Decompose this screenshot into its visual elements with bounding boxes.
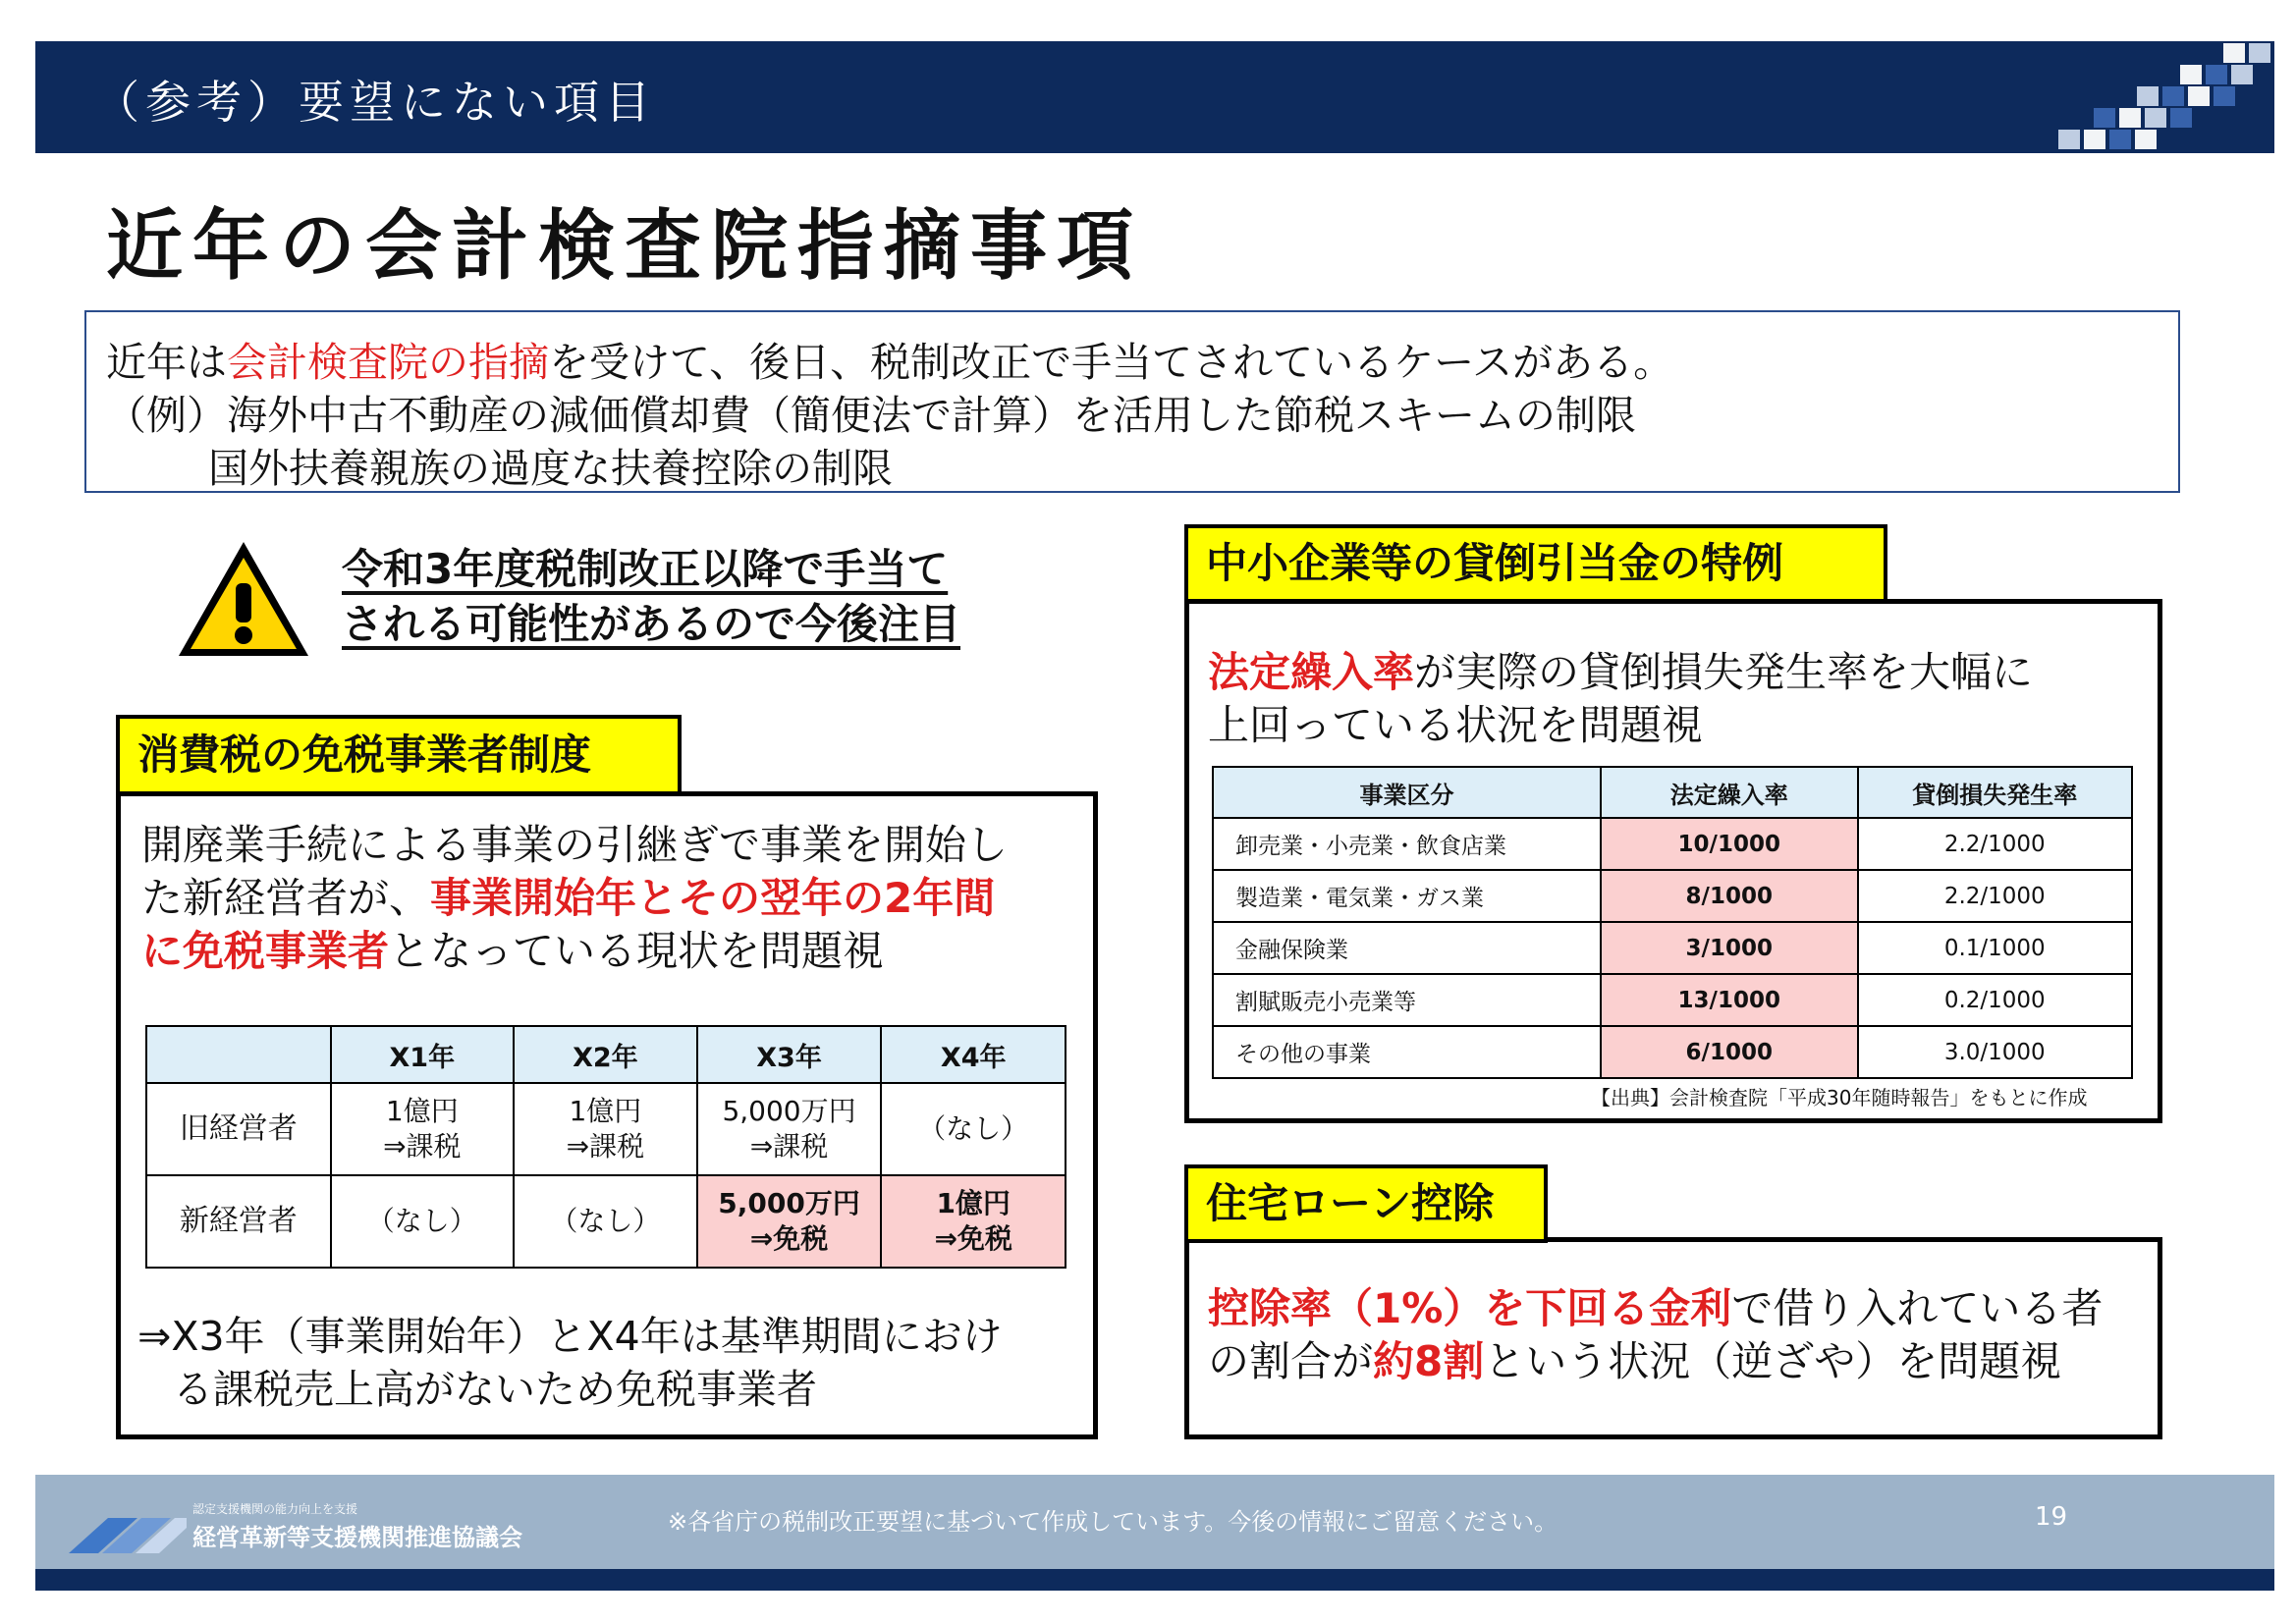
cell-amount: 1億円 — [385, 1095, 459, 1127]
housing-loan-tag: 住宅ローン控除 — [1184, 1164, 1548, 1243]
cell-value: （なし） — [366, 1205, 477, 1237]
consumption-desc-line-3 — [141, 925, 1008, 978]
warning-icon — [175, 538, 312, 660]
warning-line-1: 令和3年度税制改正以降で手当て — [342, 545, 949, 593]
category-cell: 割賦販売小売業等 — [1213, 974, 1601, 1026]
page-number: 19 — [2035, 1502, 2068, 1532]
table-header-cell: 事業区分 — [1213, 767, 1601, 818]
loss-rate-cell: 3.0/1000 — [1858, 1026, 2132, 1078]
cell-amount: 1億円 — [569, 1095, 642, 1127]
table-row — [1213, 818, 2132, 870]
table-row — [1213, 870, 2132, 922]
cell-status: ⇒免税 — [749, 1222, 829, 1255]
intro-line-1-pre: 近年は — [106, 339, 227, 386]
loss-rate-cell: 2.2/1000 — [1858, 870, 2132, 922]
category-cell: その他の事業 — [1213, 1026, 1601, 1078]
bad-debt-desc-line-1-post: が実際の貸倒損失発生率を大幅に — [1414, 648, 2034, 696]
row-label-old-owner: 旧経営者 — [146, 1083, 331, 1175]
section-label: （参考）要望にない項目 — [94, 76, 656, 129]
table-row — [146, 1083, 1066, 1175]
table-row — [146, 1175, 1066, 1268]
statutory-rate-cell: 6/1000 — [1601, 1026, 1858, 1078]
intro-line-1 — [106, 330, 1673, 388]
table-cell — [881, 1083, 1066, 1175]
consumption-desc-highlight-2: に免税事業者 — [141, 927, 390, 975]
consumption-desc-line-3-post: となっている現状を問題視 — [389, 927, 885, 975]
checker-pattern-decoration — [2049, 41, 2274, 153]
table-row — [1213, 922, 2132, 974]
cell-value: （なし） — [918, 1112, 1029, 1145]
intro-line-2: （例）海外中古不動産の減価償却費（簡便法で計算）を活用した節税スキームの制限 — [106, 392, 1636, 439]
statutory-rate-cell: 10/1000 — [1601, 818, 1858, 870]
organization-logo-icon — [69, 1498, 187, 1553]
loss-rate-cell: 2.2/1000 — [1858, 818, 2132, 870]
table-row — [1213, 974, 2132, 1026]
consumption-tax-tag: 消費税の免税事業者制度 — [116, 715, 682, 795]
consumption-tax-description — [141, 819, 1008, 978]
table-header-cell: X2年 — [514, 1026, 697, 1083]
consumption-tax-note — [137, 1310, 1003, 1416]
table-header-cell: X3年 — [697, 1026, 882, 1083]
table-header-cell: 貸倒損失発生率 — [1858, 767, 2132, 818]
table-cell — [514, 1083, 697, 1175]
table-cell-highlight — [881, 1175, 1066, 1268]
cell-status: ⇒課税 — [566, 1130, 645, 1163]
table-header-row — [1213, 767, 2132, 818]
table-cell — [331, 1083, 515, 1175]
bad-debt-desc-line-1 — [1208, 646, 2033, 699]
statutory-rate-cell: 3/1000 — [1601, 922, 1858, 974]
cell-status: ⇒課税 — [383, 1130, 462, 1163]
cell-amount: 1億円 — [936, 1187, 1011, 1219]
table-cell — [697, 1083, 882, 1175]
warning-line-2: される可能性があるので今後注目 — [342, 600, 961, 648]
page-title: 近年の会計検査院指摘事項 — [106, 202, 1144, 291]
cell-value: （なし） — [550, 1205, 661, 1237]
row-label-new-owner: 新経営者 — [146, 1175, 331, 1268]
footer-note: ※各省庁の税制改正要望に基づいて作成しています。今後の情報にご留意ください。 — [668, 1508, 1558, 1536]
housing-desc-line-1 — [1208, 1282, 2103, 1335]
bad-debt-tag: 中小企業等の貸倒引当金の特例 — [1184, 524, 1887, 603]
tax-exemption-table — [145, 1025, 1066, 1269]
housing-highlight-1: 控除率（1%）を下回る金利 — [1208, 1284, 1732, 1332]
statutory-rate-cell: 13/1000 — [1601, 974, 1858, 1026]
cell-status: ⇒課税 — [749, 1130, 829, 1163]
consumption-desc-line-2-pre: た新経営者が、 — [141, 874, 431, 922]
consumption-desc-highlight-1: 事業開始年とその翌年の2年間 — [430, 874, 996, 922]
intro-line-3: 国外扶養親族の過度な扶養控除の制限 — [208, 445, 893, 492]
table-cell — [331, 1175, 515, 1268]
housing-desc-line-1-post: で借り入れている者 — [1731, 1284, 2104, 1332]
table-header-cell: 法定繰入率 — [1601, 767, 1858, 818]
housing-loan-description — [1208, 1282, 2103, 1388]
bad-debt-desc-line-2: 上回っている状況を問題視 — [1208, 701, 1704, 749]
table-cell — [514, 1175, 697, 1268]
table-cell-highlight — [697, 1175, 882, 1268]
bad-debt-rate-table — [1212, 766, 2133, 1079]
consumption-desc-line-2 — [141, 872, 1008, 925]
table-header-cell: X4年 — [881, 1026, 1066, 1083]
intro-line-1-post: を受けて、後日、税制改正で手当てされているケースがある。 — [549, 339, 1674, 386]
warning-text — [342, 542, 960, 652]
table-header-cell: X1年 — [331, 1026, 515, 1083]
cell-status: ⇒免税 — [934, 1222, 1012, 1255]
footer-bottom-bar — [35, 1569, 2274, 1591]
housing-desc-line-2 — [1208, 1335, 2103, 1388]
consumption-note-line-1: ⇒X3年（事業開始年）とX4年は基準期間におけ — [137, 1313, 1003, 1360]
organization-name: 経営革新等支援機関推進協議会 — [192, 1524, 522, 1551]
intro-highlight: 会計検査院の指摘 — [227, 339, 549, 386]
category-cell: 金融保険業 — [1213, 922, 1601, 974]
bad-debt-description — [1208, 646, 2033, 752]
loss-rate-cell: 0.2/1000 — [1858, 974, 2132, 1026]
housing-desc-line-2-pre: の割合が — [1208, 1337, 1374, 1385]
cell-amount: 5,000万円 — [722, 1095, 856, 1127]
loss-rate-cell: 0.1/1000 — [1858, 922, 2132, 974]
organization-tagline: 認定支援機関の能力向上を支援 — [192, 1502, 358, 1516]
consumption-desc-line-1: 開廃業手続による事業の引継ぎで事業を開始し — [141, 821, 1009, 869]
table-header-cell — [146, 1026, 331, 1083]
housing-desc-line-2-post: という状況（逆ざや）を問題視 — [1484, 1337, 2062, 1385]
housing-highlight-2: 約8割 — [1373, 1337, 1485, 1385]
consumption-note-line-2: る課税売上高がないため免税事業者 — [173, 1366, 817, 1413]
category-cell: 卸売業・小売業・飲食店業 — [1213, 818, 1601, 870]
cell-amount: 5,000万円 — [718, 1187, 860, 1219]
statutory-rate-cell: 8/1000 — [1601, 870, 1858, 922]
bad-debt-highlight: 法定繰入率 — [1208, 648, 1415, 696]
source-note: 【出典】会計検査院「平成30年随時報告」をもとに作成 — [1591, 1086, 2088, 1109]
category-cell: 製造業・電気業・ガス業 — [1213, 870, 1601, 922]
table-row — [1213, 1026, 2132, 1078]
intro-box — [84, 310, 2180, 493]
table-header-row — [146, 1026, 1066, 1083]
